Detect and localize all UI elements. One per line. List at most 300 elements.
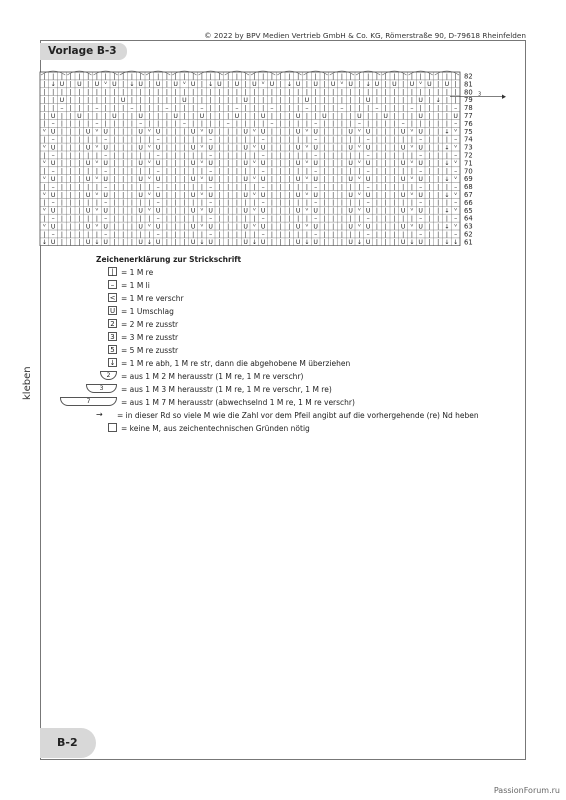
stitch-symbol: ↓ bbox=[146, 239, 152, 246]
stitch-symbol: | bbox=[148, 97, 151, 104]
stitch-symbol: | bbox=[323, 152, 326, 160]
stitch-symbol: | bbox=[113, 73, 116, 81]
row-number: 65 bbox=[464, 206, 473, 215]
stitch-symbol: | bbox=[218, 176, 221, 183]
row-number: 78 bbox=[464, 104, 473, 113]
stitch-symbol: U bbox=[85, 144, 91, 152]
stitch-symbol: | bbox=[340, 168, 343, 176]
stitch-symbol: | bbox=[60, 89, 63, 97]
stitch-symbol: – bbox=[156, 183, 160, 191]
stitch-symbol: | bbox=[349, 199, 352, 207]
stitch-symbol: – bbox=[51, 231, 55, 239]
stitch-symbol: | bbox=[165, 215, 168, 223]
stitch-symbol: | bbox=[402, 168, 405, 176]
stitch-symbol: ↓ bbox=[199, 239, 205, 246]
stitch-symbol: | bbox=[218, 183, 221, 191]
stitch-symbol: – bbox=[419, 199, 423, 207]
stitch-symbol: U bbox=[190, 191, 196, 199]
stitch-symbol: – bbox=[340, 104, 344, 112]
yarn-over-icon: U bbox=[109, 307, 116, 315]
stitch-symbol: U bbox=[50, 223, 56, 231]
stitch-symbol: | bbox=[332, 128, 335, 136]
stitch-symbol: – bbox=[156, 215, 160, 223]
stitch-symbol: U bbox=[252, 81, 257, 89]
legend-text: = 3 M re zusstr bbox=[121, 333, 179, 342]
stitch-symbol: | bbox=[288, 207, 291, 215]
stitch-symbol: U bbox=[260, 112, 266, 120]
stitch-symbol: | bbox=[218, 120, 221, 128]
stitch-symbol: | bbox=[78, 176, 81, 183]
k2tog-icon: 2 bbox=[108, 319, 117, 328]
stitch-symbol: | bbox=[279, 168, 282, 176]
stitch-symbol: | bbox=[428, 136, 431, 144]
increase-3-icon: 3 bbox=[86, 384, 117, 393]
stitch-symbol: U bbox=[243, 97, 248, 104]
stitch-symbol: | bbox=[165, 168, 168, 176]
stitch-symbol: U bbox=[85, 223, 91, 231]
stitch-symbol: | bbox=[323, 191, 326, 199]
stitch-symbol: – bbox=[104, 199, 108, 207]
stitch-symbol: | bbox=[445, 136, 448, 144]
stitch-symbol: | bbox=[332, 120, 335, 128]
stitch-symbol: | bbox=[323, 120, 326, 128]
stitch-symbol: | bbox=[218, 191, 221, 199]
stitch-symbol: | bbox=[60, 128, 63, 136]
stitch-symbol: ⱽ bbox=[410, 191, 414, 199]
row-number: 72 bbox=[464, 151, 473, 160]
stitch-symbol: | bbox=[262, 120, 265, 128]
stitch-symbol: | bbox=[218, 199, 221, 207]
stitch-symbol: | bbox=[87, 81, 90, 89]
stitch-symbol: – bbox=[235, 104, 239, 112]
row-number: 67 bbox=[464, 191, 473, 199]
stitch-symbol: | bbox=[367, 112, 370, 120]
stitch-symbol: | bbox=[305, 136, 308, 144]
stitch-symbol: U bbox=[208, 128, 213, 136]
stitch-symbol: | bbox=[323, 239, 326, 246]
stitch-symbol: | bbox=[262, 104, 265, 112]
stitch-symbol: – bbox=[95, 104, 99, 112]
stitch-symbol: ⱽ bbox=[410, 176, 414, 183]
stitch-symbol: | bbox=[375, 199, 378, 207]
stitch-symbol: U bbox=[50, 144, 56, 152]
stitch-symbol: | bbox=[384, 81, 387, 89]
stitch-symbol: | bbox=[428, 120, 431, 128]
stitch-symbol: U bbox=[138, 223, 143, 231]
stitch-symbol: – bbox=[130, 104, 134, 112]
stitch-symbol: | bbox=[384, 191, 387, 199]
stitch-symbol: | bbox=[122, 144, 125, 152]
stitch-symbol: | bbox=[270, 207, 273, 215]
increase-2-icon: 2 bbox=[100, 371, 117, 380]
stitch-symbol: | bbox=[340, 199, 343, 207]
stitch-symbol: – bbox=[270, 104, 274, 112]
stitch-symbol: ⱽ bbox=[200, 223, 204, 231]
stitch-symbol: | bbox=[183, 104, 186, 112]
stitch-symbol: | bbox=[402, 97, 405, 104]
row-number: 82 bbox=[464, 72, 473, 81]
stitch-symbol: | bbox=[148, 215, 151, 223]
stitch-symbol: U bbox=[313, 223, 318, 231]
stitch-symbol: | bbox=[445, 97, 448, 104]
stitch-symbol: ⱽ bbox=[148, 207, 151, 215]
row-number: 73 bbox=[464, 143, 473, 152]
stitch-symbol: – bbox=[454, 168, 458, 176]
stitch-symbol: | bbox=[375, 183, 378, 191]
stitch-symbol: | bbox=[428, 144, 431, 152]
stitch-symbol: | bbox=[437, 191, 440, 199]
stitch-symbol: | bbox=[43, 120, 46, 128]
stitch-symbol: | bbox=[235, 120, 238, 128]
stitch-symbol: ⱽ bbox=[183, 81, 186, 89]
stitch-symbol: | bbox=[428, 112, 431, 120]
stitch-symbol: | bbox=[104, 104, 107, 112]
stitch-symbol: ⱽ bbox=[253, 176, 256, 183]
stitch-symbol: | bbox=[323, 207, 326, 215]
stitch-symbol: | bbox=[139, 215, 142, 223]
stitch-symbol: – bbox=[51, 120, 55, 128]
stitch-symbol: | bbox=[113, 215, 116, 223]
stitch-symbol: | bbox=[279, 104, 282, 112]
stitch-symbol: | bbox=[122, 104, 125, 112]
stitch-symbol: | bbox=[43, 199, 46, 207]
stitch-symbol: | bbox=[297, 73, 300, 81]
stitch-symbol: U bbox=[365, 97, 371, 104]
stitch-symbol: | bbox=[437, 144, 440, 152]
stitch-symbol: | bbox=[218, 112, 221, 120]
stitch-symbol: U bbox=[155, 144, 161, 152]
stitch-symbol: | bbox=[297, 199, 300, 207]
stitch-symbol: U bbox=[418, 176, 423, 183]
stitch-symbol: | bbox=[358, 183, 361, 191]
stitch-symbol: – bbox=[454, 120, 458, 128]
stitch-symbol: | bbox=[148, 81, 151, 89]
stitch-symbol: U bbox=[85, 239, 91, 246]
stitch-symbol: | bbox=[445, 152, 448, 160]
stitch-symbol: | bbox=[393, 160, 396, 168]
stitch-symbol: U bbox=[418, 160, 423, 168]
stitch-symbol: | bbox=[183, 128, 186, 136]
stitch-symbol: U bbox=[138, 160, 143, 168]
stitch-symbol: ↓ bbox=[208, 81, 214, 89]
stitch-symbol: | bbox=[244, 112, 247, 120]
stitch-symbol: | bbox=[410, 97, 413, 104]
stitch-symbol: ⱽ bbox=[305, 128, 309, 136]
stitch-symbol: | bbox=[192, 97, 195, 104]
stitch-symbol: | bbox=[402, 81, 405, 89]
stitch-symbol: | bbox=[165, 183, 168, 191]
stitch-symbol: | bbox=[384, 176, 387, 183]
stitch-symbol: | bbox=[349, 104, 352, 112]
stitch-symbol: – bbox=[357, 120, 361, 128]
stitch-symbol: | bbox=[323, 160, 326, 168]
stitch-symbol: U bbox=[260, 207, 266, 215]
stitch-symbol: | bbox=[253, 168, 256, 176]
stitch-symbol: | bbox=[227, 207, 230, 215]
stitch-symbol: U bbox=[208, 160, 213, 168]
stitch-symbol: U bbox=[155, 239, 161, 246]
stitch-symbol: | bbox=[445, 215, 448, 223]
knit-stitch-icon: | bbox=[108, 267, 117, 276]
stitch-symbol: U bbox=[85, 176, 91, 183]
stitch-symbol: ⱽ bbox=[148, 223, 151, 231]
stitch-symbol: | bbox=[69, 73, 72, 81]
stitch-symbol: | bbox=[235, 191, 238, 199]
stitch-symbol: U bbox=[348, 207, 353, 215]
stitch-symbol: | bbox=[332, 183, 335, 191]
stitch-symbol: | bbox=[358, 231, 361, 239]
stitch-symbol: – bbox=[209, 168, 213, 176]
stitch-symbol: U bbox=[112, 81, 117, 89]
stitch-symbol: – bbox=[314, 183, 318, 191]
stitch-symbol: | bbox=[314, 97, 317, 104]
stitch-symbol: | bbox=[183, 160, 186, 168]
stitch-symbol: | bbox=[78, 152, 81, 160]
stitch-symbol: | bbox=[358, 97, 361, 104]
legend-text: = 1 M re verschr bbox=[121, 294, 184, 303]
stitch-symbol: U bbox=[313, 81, 318, 89]
stitch-symbol: | bbox=[183, 152, 186, 160]
stitch-symbol: | bbox=[122, 160, 125, 168]
stitch-symbol: | bbox=[349, 215, 352, 223]
stitch-symbol: | bbox=[253, 183, 256, 191]
stitch-symbol: | bbox=[437, 112, 440, 120]
stitch-symbol: | bbox=[130, 120, 133, 128]
stitch-symbol: U bbox=[138, 207, 143, 215]
stitch-symbol: | bbox=[314, 89, 317, 97]
stitch-symbol: | bbox=[122, 176, 125, 183]
stitch-symbol: U bbox=[243, 223, 248, 231]
stitch-symbol: U bbox=[103, 239, 108, 246]
stitch-symbol: U bbox=[260, 176, 266, 183]
stitch-symbol: | bbox=[174, 183, 177, 191]
stitch-symbol: | bbox=[375, 89, 378, 97]
stitch-symbol: – bbox=[419, 168, 423, 176]
stitch-symbol: | bbox=[43, 136, 46, 144]
stitch-symbol: | bbox=[384, 207, 387, 215]
stitch-symbol: ⱽ bbox=[43, 207, 46, 215]
stitch-symbol: | bbox=[235, 199, 238, 207]
stitch-symbol: ⱽ bbox=[253, 191, 256, 199]
stitch-symbol: – bbox=[454, 136, 458, 144]
stitch-symbol: | bbox=[288, 176, 291, 183]
stitch-symbol: – bbox=[156, 199, 160, 207]
stitch-symbol: | bbox=[209, 89, 212, 97]
stitch-symbol: | bbox=[43, 231, 46, 239]
stitch-symbol: | bbox=[340, 239, 343, 246]
stitch-symbol: | bbox=[375, 215, 378, 223]
stitch-symbol: | bbox=[340, 183, 343, 191]
stitch-symbol: | bbox=[113, 223, 116, 231]
stitch-symbol: | bbox=[200, 183, 203, 191]
stitch-symbol: U bbox=[190, 128, 196, 136]
stitch-symbol: | bbox=[69, 104, 72, 112]
stitch-symbol: | bbox=[323, 183, 326, 191]
stitch-symbol: | bbox=[349, 89, 352, 97]
stitch-symbol: | bbox=[288, 199, 291, 207]
stitch-symbol: | bbox=[69, 207, 72, 215]
stitch-symbol: | bbox=[69, 81, 72, 89]
stitch-symbol: | bbox=[445, 120, 448, 128]
stitch-symbol: | bbox=[437, 168, 440, 176]
stitch-symbol: ⱽ bbox=[200, 207, 204, 215]
stitch-symbol: – bbox=[419, 183, 423, 191]
stitch-symbol: | bbox=[288, 231, 291, 239]
stitch-symbol: U bbox=[155, 176, 161, 183]
knitting-chart bbox=[36, 64, 516, 246]
stitch-symbol: | bbox=[279, 223, 282, 231]
stitch-symbol: U bbox=[50, 176, 56, 183]
stitch-symbol: | bbox=[218, 207, 221, 215]
stitch-symbol: | bbox=[87, 104, 90, 112]
stitch-symbol: | bbox=[183, 223, 186, 231]
stitch-symbol: | bbox=[384, 239, 387, 246]
stitch-symbol: | bbox=[192, 215, 195, 223]
stitch-symbol: | bbox=[69, 215, 72, 223]
stitch-symbol: | bbox=[305, 120, 308, 128]
stitch-symbol: | bbox=[218, 144, 221, 152]
stitch-symbol: | bbox=[104, 89, 107, 97]
stitch-symbol: | bbox=[332, 73, 335, 81]
stitch-symbol: | bbox=[174, 176, 177, 183]
row-number: 62 bbox=[464, 230, 473, 239]
stitch-symbol: | bbox=[235, 97, 238, 104]
stitch-symbol: ⱽ bbox=[43, 144, 46, 152]
stitch-symbol: U bbox=[243, 176, 248, 183]
row-number: 76 bbox=[464, 119, 473, 128]
stitch-symbol: | bbox=[113, 160, 116, 168]
stitch-symbol: | bbox=[332, 160, 335, 168]
stitch-symbol: U bbox=[418, 144, 423, 152]
stitch-symbol: | bbox=[218, 239, 221, 246]
stitch-symbol: | bbox=[69, 97, 72, 104]
stitch-symbol: – bbox=[182, 120, 186, 128]
stitch-symbol: U bbox=[94, 81, 100, 89]
stitch-symbol: | bbox=[227, 223, 230, 231]
stitch-symbol: | bbox=[393, 73, 396, 81]
stitch-symbol: U bbox=[295, 239, 301, 246]
stitch-symbol: | bbox=[384, 136, 387, 144]
stitch-symbol: – bbox=[104, 152, 108, 160]
stitch-symbol: ⱽ bbox=[253, 128, 256, 136]
stitch-symbol: U bbox=[138, 112, 143, 120]
stitch-symbol: | bbox=[375, 120, 378, 128]
stitch-symbol: | bbox=[130, 223, 133, 231]
stitch-symbol: | bbox=[227, 112, 230, 120]
stitch-symbol: | bbox=[165, 176, 168, 183]
stitch-symbol: | bbox=[235, 176, 238, 183]
stitch-symbol: | bbox=[52, 104, 55, 112]
stitch-symbol: | bbox=[69, 191, 72, 199]
stitch-symbol: | bbox=[227, 152, 230, 160]
stitch-symbol: | bbox=[69, 239, 72, 246]
stitch-symbol: U bbox=[348, 223, 353, 231]
stitch-symbol: | bbox=[270, 136, 273, 144]
stitch-symbol: | bbox=[78, 223, 81, 231]
stitch-symbol: ⱽ bbox=[454, 144, 457, 152]
row-number: 64 bbox=[464, 214, 473, 223]
stitch-symbol: U bbox=[374, 81, 380, 89]
stitch-symbol: ⱽ bbox=[148, 191, 151, 199]
stitch-symbol: | bbox=[349, 152, 352, 160]
stitch-symbol: | bbox=[402, 73, 405, 81]
stitch-symbol: U bbox=[190, 207, 196, 215]
stitch-symbol: | bbox=[288, 215, 291, 223]
stitch-symbol: U bbox=[400, 239, 406, 246]
stitch-symbol: | bbox=[192, 183, 195, 191]
stitch-symbol: | bbox=[384, 215, 387, 223]
stitch-symbol: | bbox=[279, 97, 282, 104]
stitch-symbol: | bbox=[183, 73, 186, 81]
stitch-symbol: | bbox=[183, 112, 186, 120]
stitch-symbol: | bbox=[402, 152, 405, 160]
stitch-symbol: | bbox=[165, 128, 168, 136]
stitch-symbol: – bbox=[419, 136, 423, 144]
stitch-symbol: ⱽ bbox=[305, 223, 309, 231]
stitch-symbol: | bbox=[367, 73, 370, 81]
stitch-symbol: | bbox=[174, 168, 177, 176]
stitch-symbol: – bbox=[51, 168, 55, 176]
stitch-symbol: | bbox=[384, 160, 387, 168]
stitch-symbol: | bbox=[183, 191, 186, 199]
stitch-symbol: | bbox=[323, 136, 326, 144]
stitch-symbol: U bbox=[208, 176, 213, 183]
stitch-symbol: U bbox=[59, 97, 65, 104]
stitch-symbol: | bbox=[402, 112, 405, 120]
stitch-symbol: | bbox=[148, 136, 151, 144]
stitch-symbol: | bbox=[279, 231, 282, 239]
stitch-symbol: | bbox=[130, 152, 133, 160]
stitch-symbol: – bbox=[209, 183, 213, 191]
stitch-symbol: | bbox=[270, 223, 273, 231]
stitch-symbol: – bbox=[454, 152, 458, 160]
stitch-symbol: | bbox=[174, 128, 177, 136]
stitch-symbol: | bbox=[113, 152, 116, 160]
stitch-symbol: | bbox=[87, 199, 90, 207]
stitch-symbol: | bbox=[244, 89, 247, 97]
row-number: 77 bbox=[464, 112, 473, 120]
stitch-symbol: | bbox=[332, 239, 335, 246]
stitch-symbol: | bbox=[279, 128, 282, 136]
stitch-symbol: ⱽ bbox=[148, 160, 151, 168]
stitch-symbol: | bbox=[349, 168, 352, 176]
stitch-symbol: | bbox=[253, 112, 256, 120]
stitch-symbol: ↓ bbox=[41, 239, 47, 246]
stitch-symbol: | bbox=[375, 168, 378, 176]
stitch-symbol: | bbox=[227, 104, 230, 112]
legend-text: = 1 Umschlag bbox=[121, 307, 174, 316]
stitch-symbol: | bbox=[130, 136, 133, 144]
stitch-symbol: U bbox=[348, 239, 353, 246]
stitch-symbol: | bbox=[122, 73, 125, 81]
stitch-symbol: | bbox=[157, 89, 160, 97]
stitch-symbol: | bbox=[218, 168, 221, 176]
stitch-symbol: | bbox=[60, 120, 63, 128]
stitch-symbol: | bbox=[402, 89, 405, 97]
stitch-symbol: | bbox=[113, 144, 116, 152]
stitch-symbol: U bbox=[313, 191, 318, 199]
increase-7-icon: 7 bbox=[60, 397, 117, 406]
stitch-symbol: | bbox=[428, 128, 431, 136]
page-number: B-2 bbox=[57, 736, 78, 749]
stitch-symbol: U bbox=[260, 191, 266, 199]
stitch-symbol: | bbox=[87, 152, 90, 160]
stitch-symbol: | bbox=[384, 144, 387, 152]
stitch-symbol: | bbox=[43, 183, 46, 191]
stitch-symbol: | bbox=[279, 199, 282, 207]
stitch-symbol: | bbox=[165, 97, 168, 104]
stitch-symbol: U bbox=[400, 223, 406, 231]
